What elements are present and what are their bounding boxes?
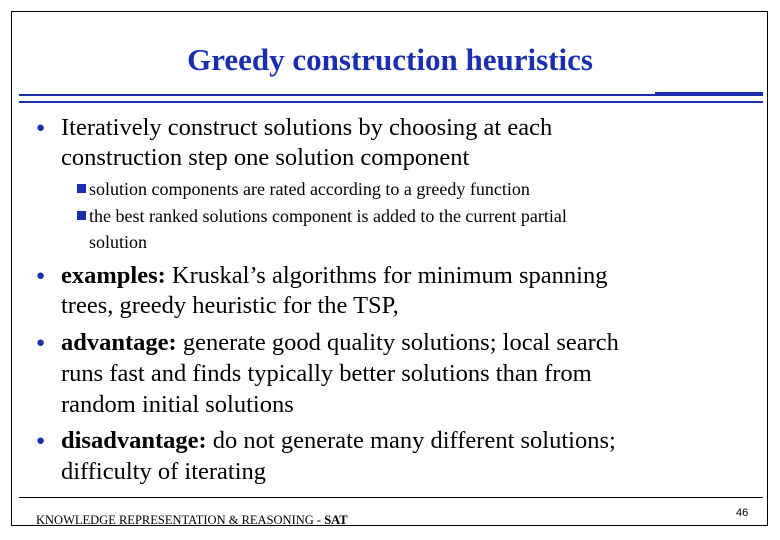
bullet3-line1 [61,328,619,358]
bullet3-text: generate good quality solutions; local search [176,329,619,356]
title-underline-accent [655,92,763,95]
bullet1-line2: construction step one solution component [61,144,470,171]
bullet-circle-icon: ● [36,335,46,351]
footer-text [36,513,348,528]
square-bullet-icon [77,184,86,193]
bullet3-line3: random initial solutions [61,391,294,418]
slide-title: Greedy construction heuristics [187,42,593,77]
bullet4-line2: difficulty of iterating [61,458,267,485]
page-number: 46 [736,507,749,519]
bullet-circle-icon: ● [36,268,46,284]
bullet-circle-icon: ● [36,120,46,136]
sub-bullet-2-line1: the best ranked solutions component is added to the current partial [89,206,567,226]
bullet2-text: Kruskal’s algorithms for minimum spanning [165,262,608,289]
bullet4-line1 [61,426,616,456]
title-underline-lower [19,101,763,103]
bullet3-line2: runs fast and finds typically better solutions than from [61,360,592,387]
bullet2-line2: trees, greedy heuristic for the TSP, [61,292,399,319]
bullet4-text: do not generate many different solutions; [206,427,616,454]
footer-rule [19,497,763,498]
title-underline [19,94,763,96]
footer-topic: SAT [324,513,348,527]
sub-bullet-2-line2: solution [89,232,148,252]
bullet2-line1 [61,261,607,291]
bullet3-label: advantage: [61,329,177,356]
bullet1-line1: Iteratively construct solutions by choosing at each [61,114,553,141]
square-bullet-icon [77,211,86,220]
bullet-circle-icon: ● [36,433,46,449]
bullet4-label: disadvantage: [61,427,207,454]
sub-bullet-1: solution components are rated according to a greedy function [89,179,530,199]
footer-course: KNOWLEDGE REPRESENTATION & REASONING - [36,513,325,527]
bullet2-label: examples: [61,262,166,289]
